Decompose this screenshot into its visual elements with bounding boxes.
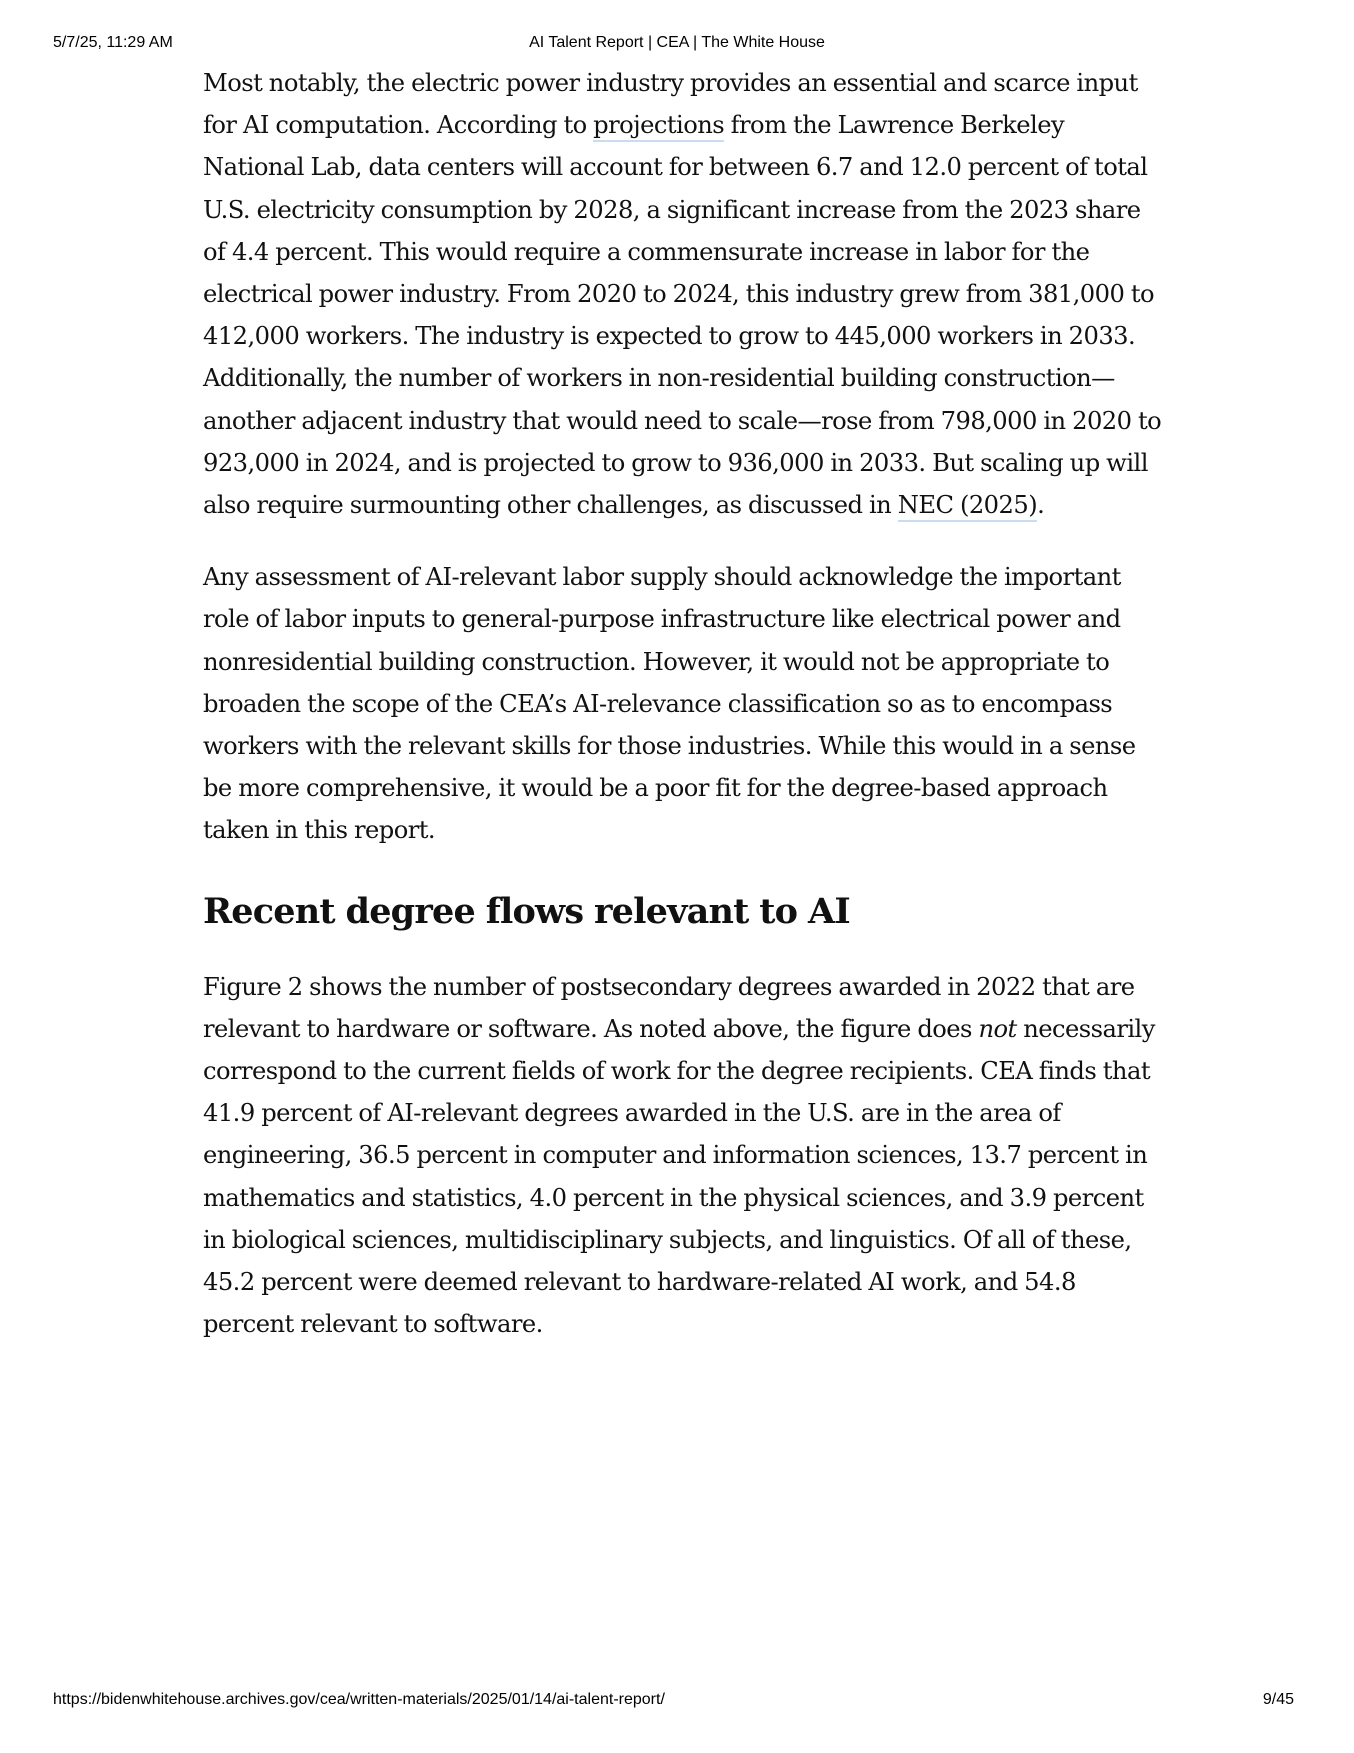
paragraph-text: from the Lawrence Berkeley National Lab, data centers will account for between 6.7 and 12.0 percent of total U.S. electricity consumption by 2028, a significant increase from the 2023 share of 4.4 percent. This would require a commensurate increase in labor for the electrical power industry. From 2020 to 2024, this industry grew from 381,000 to 412,000 workers. The industry is expected to grow to 445,000 workers in 2033. Additionally, the number of workers in non-residential building construction—another adjacent industry that would need to scale—rose from 798,000 in 2020 to 923,000 in 2024, and is projected to grow to 936,000 in 2033. But scaling up will also require surmounting other challenges, as discussed in xyxy=(203,111,1162,520)
emphasis-not: not xyxy=(978,1014,1017,1043)
nec-2025-link[interactable]: NEC (2025) xyxy=(898,491,1037,522)
paragraph-text: Figure 2 shows the number of postsecondary degrees awarded in 2022 that are relevant to hardware or software. As noted above, the figure does xyxy=(203,972,1135,1043)
paragraph-text: . xyxy=(1037,491,1045,520)
paragraph-text: Most notably, the electric power industry provides an essential and scarce input for AI computation. According to xyxy=(203,69,1138,140)
print-page-title: AI Talent Report | CEA | The White House xyxy=(529,34,825,51)
print-header xyxy=(0,34,1354,56)
paragraph-electric-power xyxy=(203,62,1163,526)
article-body xyxy=(203,62,1163,1375)
page-number: 9/45 xyxy=(1262,1691,1294,1708)
projections-link[interactable]: projections xyxy=(593,111,724,142)
print-timestamp: 5/7/25, 11:29 AM xyxy=(53,34,173,51)
paragraph-labor-supply: Any assessment of AI-relevant labor supply should acknowledge the important role of labor inputs to general-purpose infrastructure like electrical power and nonresidential building construction. However, it would not be appropriate to broaden the scope of the CEA’s AI-relevance classification so as to encompass workers with the relevant skills for those industries. While this would in a sense be more comprehensive, it would be a poor fit for the degree-based approach taken in this report. xyxy=(203,563,1136,845)
section-heading: Recent degree flows relevant to AI xyxy=(203,890,850,932)
paragraph-degree-flows xyxy=(203,966,1163,1346)
paragraph-text: necessarily correspond to the current fields of work for the degree recipients. CEA finds that 41.9 percent of AI-relevant degrees awarded in the U.S. are in the area of engineering, 36.5 percent in computer and information sciences, 13.7 percent in mathematics and statistics, 4.0 percent in the physical sciences, and 3.9 percent in biological sciences, multidisciplinary subjects, and linguistics. Of all of these, 45.2 percent were deemed relevant to hardware-related AI work, and 54.8 percent relevant to software. xyxy=(203,1014,1155,1339)
print-url: https://bidenwhitehouse.archives.gov/cea/written-materials/2025/01/14/ai-talent-report/ xyxy=(53,1691,665,1708)
